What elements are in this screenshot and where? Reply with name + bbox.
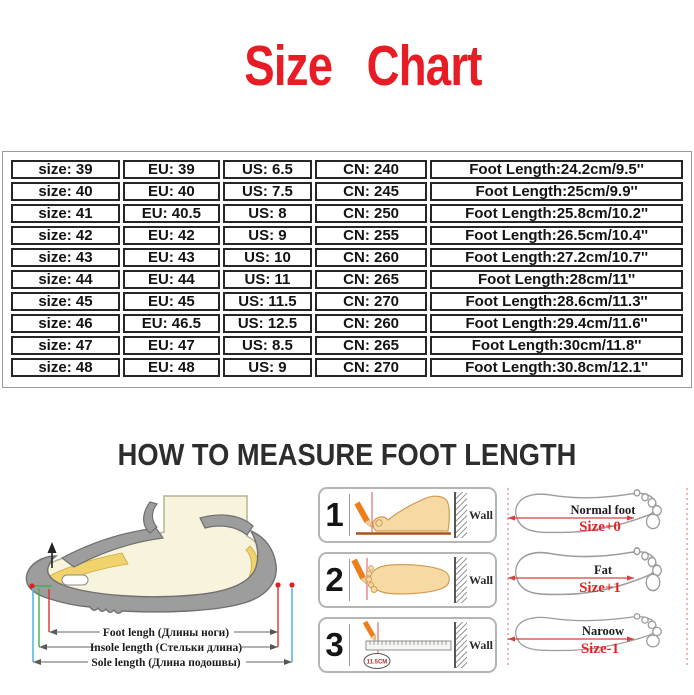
wall-area [454,554,495,606]
foot-length-cell: Foot Length:28.6cm/11.3'' [430,292,683,311]
size-cell: size: 47 [11,336,120,355]
foot-length-cell: Foot Length:25.8cm/10.2'' [430,204,683,223]
table-row [11,314,683,333]
us-cell: US: 11 [223,270,312,289]
foot-length-cell: Foot Length:30.8cm/12.1'' [430,358,683,377]
eu-cell: EU: 40.5 [123,204,220,223]
step-3-box [318,617,497,673]
pencil-icon [365,622,373,636]
foot-side-shape [373,496,450,531]
table-row [11,160,683,179]
us-cell: US: 9 [223,358,312,377]
shoe-measure-diagram [0,478,315,690]
cn-cell: CN: 255 [315,226,427,245]
big-toe-shape [371,586,377,592]
narrow-foot-figure [508,614,661,657]
cn-cell: CN: 270 [315,292,427,311]
size-cell: size: 45 [11,292,120,311]
table-row [11,248,683,267]
eu-cell: EU: 48 [123,358,220,377]
big-toe-shape [646,574,660,590]
arrow-right-icon [270,629,278,635]
cn-cell: CN: 260 [315,314,427,333]
pencil-icon [354,560,363,578]
foot-length-cell: Foot Length:30cm/11.8'' [430,336,683,355]
insole-length-label: Insole length (Стельки длина) [89,642,243,654]
toe-shape [642,552,648,560]
wall-hatch-icon [454,622,467,668]
size-table-grid [8,157,686,380]
step-number: 2 [325,561,344,598]
table-row [11,270,683,289]
step-1-illustration [350,489,454,541]
cn-cell: CN: 265 [315,270,427,289]
arrow-right-icon [284,659,292,665]
foot-type-name: Fat [593,563,613,577]
us-cell: US: 11.5 [223,292,312,311]
step-3-illustration [350,619,454,671]
toe-shape [369,566,374,571]
toe-shape [634,548,640,555]
foot-length-cell: Foot Length:27.2cm/10.7'' [430,248,683,267]
size-cell: size: 42 [11,226,120,245]
foot-type-size: Size+1 [579,580,621,596]
table-row [11,204,683,223]
eu-cell: EU: 46.5 [123,314,220,333]
eu-cell: EU: 42 [123,226,220,245]
arrow-left-icon [508,515,515,520]
size-cell: size: 40 [11,182,120,201]
wall-label: Wall [468,572,493,587]
size-cell: size: 48 [11,358,120,377]
measure-heading: HOW TO MEASURE FOOT LENGTH [117,437,577,472]
cn-cell: CN: 250 [315,204,427,223]
cn-cell: CN: 260 [315,248,427,267]
fat-foot-figure [508,548,661,596]
wall-area [454,489,495,541]
step-2-illustration [350,554,454,606]
foot-length-cell: Foot Length:28cm/11'' [430,270,683,289]
cn-cell: CN: 265 [315,336,427,355]
foot-type-size: Size-1 [580,641,620,657]
foot-types-graphic [500,483,694,690]
toe-shape [634,490,640,496]
step-2-box [318,552,497,608]
foot-length-cell: Foot Length:25cm/9.9'' [430,182,683,201]
us-cell: US: 6.5 [223,160,312,179]
wall-label: Wall [468,637,493,652]
arrow-right-icon [270,644,278,650]
toe-shape [653,627,662,635]
pencil-icon [357,503,367,521]
arrow-left-icon [508,575,515,580]
eu-cell: EU: 44 [123,270,220,289]
up-arrow-head [48,542,57,553]
big-toe-shape [647,514,660,528]
eu-cell: EU: 43 [123,248,220,267]
cn-cell: CN: 240 [315,160,427,179]
cn-cell: CN: 245 [315,182,427,201]
toe-window [62,575,88,585]
foot-type-size: Size+0 [579,519,621,535]
foot-types-panel [500,483,694,690]
foot-type-name: Naroow [581,624,625,638]
wall-label: Wall [468,507,493,522]
table-row [11,226,683,245]
step-number: 1 [325,496,344,533]
toe-shape [642,494,648,501]
us-cell: US: 7.5 [223,182,312,201]
table-row [11,358,683,377]
us-cell: US: 8 [223,204,312,223]
toe-shape [634,614,640,619]
foot-length-cell: Foot Length:26.5cm/10.4'' [430,226,683,245]
arrow-left-icon [508,636,515,641]
wall-hatch-icon [454,557,467,603]
foot-length-label: Foot lengh (Длины ноги) [102,627,230,639]
wall-area [454,619,495,671]
foot-top-shape [370,565,449,594]
big-toe-shape [647,635,659,647]
size-cell: size: 43 [11,248,120,267]
eu-cell: EU: 47 [123,336,220,355]
measure-steps [318,487,498,673]
us-cell: US: 8.5 [223,336,312,355]
eu-cell: EU: 40 [123,182,220,201]
page-title: Size Chart [244,34,482,98]
us-cell: US: 10 [223,248,312,267]
us-cell: US: 12.5 [223,314,312,333]
foot-type-name: Normal foot [570,503,636,517]
shoe-diagram-graphic [0,478,315,690]
size-cell: size: 44 [11,270,120,289]
foot-length-cell: Foot Length:24.2cm/9.5'' [430,160,683,179]
size-cell: size: 39 [11,160,120,179]
toe-shape [366,577,371,582]
us-cell: US: 9 [223,226,312,245]
table-row [11,336,683,355]
size-table [2,151,692,388]
size-cell: size: 46 [11,314,120,333]
eu-cell: EU: 45 [123,292,220,311]
table-row [11,292,683,311]
toe-shape [366,571,371,576]
foot-length-cell: Foot Length:29.4cm/11.6'' [430,314,683,333]
eu-cell: EU: 39 [123,160,220,179]
normal-foot-figure [508,490,661,535]
measure-dot-toe [29,583,34,588]
sole-length-label: Sole length (Длина подошвы) [91,657,241,669]
wall-hatch-icon [454,492,467,538]
toe-shape [376,520,382,526]
size-cell: size: 41 [11,204,120,223]
measure-dot-sole [289,582,294,587]
cn-cell: CN: 270 [315,358,427,377]
toe-shape [642,617,648,623]
collar-left-shape [144,502,157,533]
ruler-measure-label: 11.5CM [366,659,388,666]
step-1-box [318,487,497,543]
step-number: 3 [325,626,344,663]
table-row [11,182,683,201]
measure-dot-heel [275,582,280,587]
